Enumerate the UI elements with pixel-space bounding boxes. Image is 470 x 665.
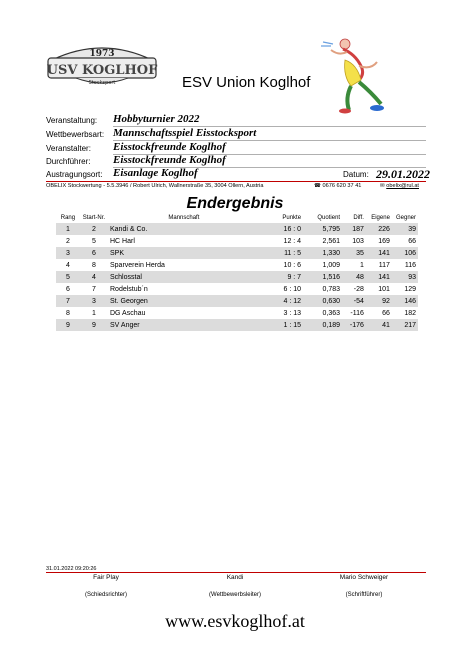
cell-start: 2 (80, 223, 108, 235)
cell-rank: 9 (56, 319, 80, 331)
cell-opp: 129 (404, 285, 416, 293)
header-divider (46, 181, 426, 182)
phone-number: 0676 620 37 41 (322, 183, 362, 189)
software-info: OBELIX Stockwertung - 5.5.3946 / Robert Ulrich, Wallnerstraße 35, 3004 Ollern, Austria (46, 183, 264, 189)
col-points: Punkte (282, 215, 302, 221)
cell-opp: 93 (392, 271, 418, 283)
cell-diff: 187 (342, 223, 366, 235)
col-opp: Gegner (395, 215, 416, 221)
col-start: Start-Nr. (82, 215, 106, 221)
table-row (56, 283, 418, 295)
secretary-name: Mario Schweiger (339, 574, 389, 581)
cell-points: 4 : 12 (260, 295, 303, 307)
cell-start: 1 (91, 309, 96, 317)
date-value: 29.01.2022 (376, 167, 430, 181)
organizer-row (46, 141, 426, 155)
cell-team: SV Anger (108, 319, 260, 331)
competition-lead-role: (Wettbewerbsleiter) (209, 592, 261, 598)
cell-points: 3 : 13 (283, 309, 302, 317)
mail-contact (380, 183, 419, 189)
table-row (56, 235, 418, 247)
executor-value: Eisstockfreunde Koglhof (113, 154, 226, 166)
results-body (56, 223, 418, 331)
cell-own: 66 (382, 309, 390, 317)
cell-team: Schlosstal (108, 271, 260, 283)
curling-player-illustration (315, 36, 395, 114)
cell-team: HC Harl (110, 237, 135, 245)
cell-rank: 2 (65, 237, 70, 245)
results-header-row (56, 213, 418, 223)
cell-team: DG Aschau (110, 309, 146, 317)
results-title: Endergebnis (186, 195, 284, 212)
competition-label: Wettbewerbsart: (46, 130, 105, 139)
cell-own: 41 (366, 319, 392, 331)
venue-label: Austragungsort: (46, 170, 103, 179)
date-label: Datum: (343, 170, 369, 179)
table-row (56, 319, 418, 331)
print-timestamp: 31.01.2022 09:20:26 (46, 566, 97, 572)
logo-year: 1973 (89, 49, 115, 59)
cell-points: 16 : 0 (260, 223, 303, 235)
cell-rank: 5 (56, 271, 80, 283)
club-logo (46, 44, 158, 86)
logo-sub: Stocksport (88, 80, 116, 86)
col-own: Eigene (371, 215, 390, 221)
cell-points: 9 : 7 (260, 271, 303, 283)
col-rank: Rang (60, 215, 76, 221)
cell-quotient: 0,189 (303, 319, 342, 331)
cell-quotient: 1,009 (322, 261, 341, 269)
cell-quotient: 5,795 (303, 223, 342, 235)
referee-role: (Schiedsrichter) (84, 592, 127, 598)
cell-quotient: 2,561 (322, 237, 341, 245)
table-row (56, 271, 418, 283)
logo-name: USV KOGLHOF (46, 63, 158, 78)
cell-team: Kandi & Co. (108, 223, 260, 235)
table-row (56, 307, 418, 319)
cell-diff: -54 (342, 295, 366, 307)
event-value: Hobbyturnier 2022 (113, 113, 200, 125)
cell-start: 9 (80, 319, 108, 331)
mail-icon: ✉ (380, 183, 385, 189)
executor-row (46, 154, 426, 168)
cell-own: 117 (378, 261, 390, 269)
cell-rank: 8 (65, 309, 70, 317)
cell-rank: 6 (65, 285, 70, 293)
footer-divider (46, 572, 426, 573)
cell-start: 5 (91, 237, 96, 245)
cell-diff: 35 (342, 247, 366, 259)
organizer-value: Eisstockfreunde Koglhof (113, 141, 226, 153)
cell-points: 11 : 5 (260, 247, 303, 259)
cell-opp: 116 (404, 261, 416, 269)
table-row (56, 247, 418, 259)
col-team: Mannschaft (168, 215, 200, 221)
competition-lead-signature (175, 574, 295, 598)
cell-diff: -28 (353, 285, 364, 293)
cell-own: 141 (366, 271, 392, 283)
website-url[interactable]: www.esvkoglhof.at (165, 611, 305, 631)
cell-quotient: 0,363 (322, 309, 341, 317)
secretary-role: (Schriftführer) (345, 592, 383, 598)
competition-value: Mannschaftsspiel Eisstocksport (113, 127, 257, 139)
cell-diff: 1 (360, 261, 364, 269)
referee-name: Fair Play (93, 574, 119, 581)
cell-opp: 39 (392, 223, 418, 235)
cell-rank: 1 (56, 223, 80, 235)
table-row (56, 223, 418, 235)
table-row (56, 295, 418, 307)
cell-team: St. Georgen (108, 295, 260, 307)
cell-diff: 48 (342, 271, 366, 283)
venue-row (46, 167, 430, 181)
results-table (56, 213, 418, 331)
cell-quotient: 1,330 (303, 247, 342, 259)
secretary-signature (304, 574, 424, 598)
cell-own: 169 (378, 237, 390, 245)
cell-start: 3 (80, 295, 108, 307)
cell-own: 226 (366, 223, 392, 235)
cell-diff: -116 (350, 309, 364, 317)
cell-rank: 4 (65, 261, 70, 269)
phone-icon: ☎ (314, 183, 321, 189)
cell-diff: 103 (352, 237, 364, 245)
cell-points: 12 : 4 (283, 237, 302, 245)
referee-signature (46, 574, 166, 598)
cell-points: 6 : 10 (283, 285, 302, 293)
cell-opp: 66 (408, 237, 416, 245)
organizer-label: Veranstalter: (46, 144, 91, 153)
event-row (46, 113, 426, 127)
cell-quotient: 0,630 (303, 295, 342, 307)
cell-team: SPK (108, 247, 260, 259)
venue-value: Eisanlage Koglhof (113, 167, 198, 179)
col-diff: Diff. (353, 215, 364, 221)
cell-points: 10 : 6 (283, 261, 302, 269)
cell-quotient: 1,516 (303, 271, 342, 283)
cell-own: 141 (366, 247, 392, 259)
cell-diff: -176 (342, 319, 366, 331)
cell-start: 7 (91, 285, 96, 293)
cell-quotient: 0,783 (322, 285, 341, 293)
cell-start: 4 (80, 271, 108, 283)
executor-label: Durchführer: (46, 157, 91, 166)
club-title: ESV Union Koglhof (182, 74, 311, 91)
event-label: Veranstaltung: (46, 116, 98, 125)
cell-opp: 106 (392, 247, 418, 259)
cell-opp: 182 (404, 309, 416, 317)
cell-own: 92 (366, 295, 392, 307)
competition-row (46, 127, 426, 141)
cell-opp: 146 (392, 295, 418, 307)
phone-contact (314, 183, 361, 189)
cell-points: 1 : 15 (260, 319, 303, 331)
cell-rank: 3 (56, 247, 80, 259)
cell-team: Rodelstub´n (110, 285, 148, 293)
competition-lead-name: Kandi (226, 574, 244, 581)
col-quotient: Quotient (317, 215, 341, 221)
cell-start: 8 (91, 261, 96, 269)
cell-start: 6 (80, 247, 108, 259)
cell-team: Sparverein Herda (110, 261, 165, 269)
cell-rank: 7 (56, 295, 80, 307)
table-row (56, 259, 418, 271)
cell-own: 101 (378, 285, 390, 293)
cell-opp: 217 (392, 319, 418, 331)
email-link[interactable]: obelix@rul.at (386, 183, 419, 189)
